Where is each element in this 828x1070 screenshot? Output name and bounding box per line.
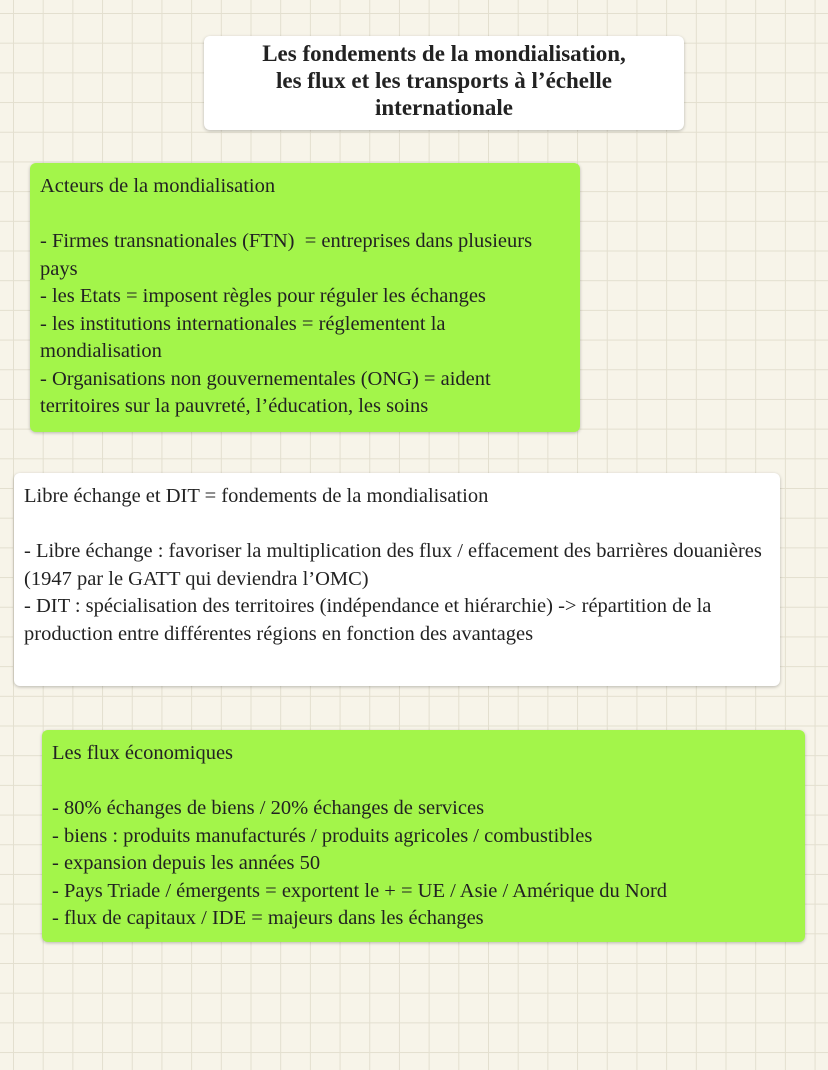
list-item: - Pays Triade / émergents = exportent le + = UE / Asie / Amérique du Nord [52,879,668,902]
list-item: - DIT : spécialisation des territoires (indépendance et hiérarchie) -> répartition de la production entre différentes régions en fonction des avantages [24,595,717,645]
list-item: - Organisations non gouvernementales (ONG) = aident territoires sur la pauvreté, l’éducation, les soins [40,367,496,417]
flux-card [42,730,805,942]
title-line: internationale [375,95,513,120]
list-item: - Firmes transnationales (FTN) = entreprises dans plusieurs pays [40,230,538,280]
list-item: - les Etats = imposent règles pour réguler les échanges [40,285,486,307]
libre-echange-card [14,473,780,686]
list-item: - biens : produits manufacturés / produits agricoles / combustibles [52,824,593,847]
page-title [204,36,684,130]
title-line: les flux et les transports à l’échelle [276,68,612,93]
card-heading: Acteurs de la mondialisation [40,175,276,197]
list-item: - les institutions internationales = réglementent la mondialisation [40,312,451,362]
acteurs-card [30,163,580,432]
list-item: - expansion depuis les années 50 [52,852,321,874]
list-item: - Libre échange : favoriser la multiplication des flux / effacement des barrières douanières (1947 par le GATT qui deviendra l’OMC) [24,540,768,590]
title-line: Les fondements de la mondialisation, [262,41,626,66]
card-heading: Les flux économiques [52,742,234,764]
list-item: - 80% échanges de biens / 20% échanges de services [52,797,485,819]
card-heading: Libre échange et DIT = fondements de la mondialisation [24,485,489,507]
list-item: - flux de capitaux / IDE = majeurs dans les échanges [52,907,484,929]
